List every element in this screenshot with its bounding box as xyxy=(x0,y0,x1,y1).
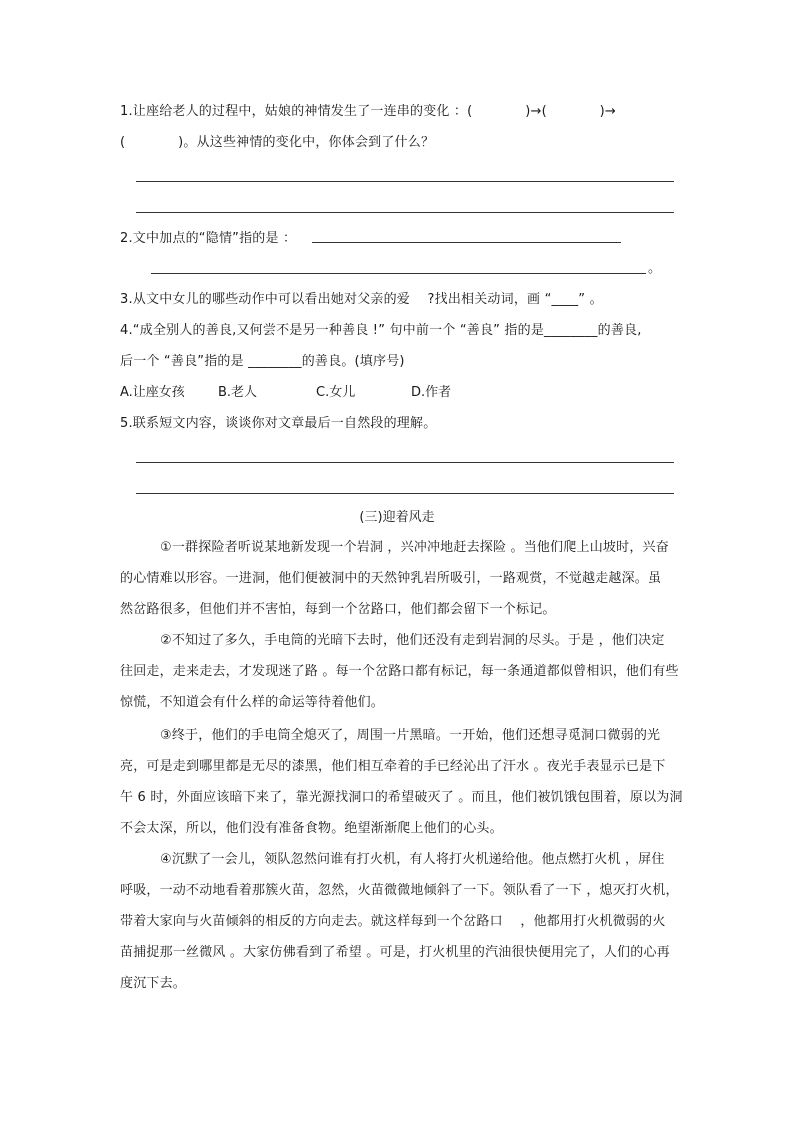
q3-line1: 3.从文中女儿的哪些动作中可以看出她对父亲的爱 ?找出相关动词，画 “____” 。 xyxy=(120,292,603,307)
q1-answer-line-2 xyxy=(136,212,674,213)
q2-answer-line-2 xyxy=(151,273,646,274)
para4-line5: 度沉下去。 xyxy=(120,976,187,991)
para1-line3: 然岔路很多，但他们并不害怕，每到一个岔路口，他们都会留下一个标记。 xyxy=(120,602,556,617)
para4-line3: 带着大家向与火苗倾斜的相反的方向走去。就这样每到一个岔路口 ，他都用打火机微弱的火 xyxy=(120,914,666,929)
para1-line1: ①一群探险者听说某地新发现一个岩洞 ，兴冲冲地赶去探险 。当他们爬上山坡时，兴奋 xyxy=(160,540,669,555)
para4-line1: ④沉默了一会儿，领队忽然问谁有打火机，有人将打火机递给他。他点燃打火机 ，屏住 xyxy=(160,852,665,867)
para3-line4: 不会太深，所以，他们没有准备食物。绝望渐渐爬上他们的心头。 xyxy=(120,821,503,836)
q5-line1: 5.联系短文内容，谈谈你对文章最后一自然段的理解。 xyxy=(120,416,437,431)
q4-option-b: B.老人 xyxy=(218,385,258,400)
para4-line4: 苗捕捉那一丝微风 。大家仿佛看到了希望 。可是，打火机里的汽油很快便用完了，人们的心再 xyxy=(120,945,670,960)
q2-answer-line-1 xyxy=(312,242,621,243)
para2-line2: 往回走，走来走去，才发现迷了路 。每一个岔路口都有标记，每一条通道都似曾相识，他们有些 xyxy=(120,664,679,679)
q4-line2: 后一个 “善良”指的是 ________的善良。(填序号) xyxy=(120,354,405,369)
para2-line3: 惊慌，不知道会有什么样的命运等待着他们。 xyxy=(120,695,385,710)
q2-line1: 2.文中加点的“隐情”指的是 ： xyxy=(120,231,297,246)
para1-line2: 的心情难以形容。一进洞，他们便被洞中的天然钟乳岩所吸引，一路观赏，不觉越走越深。虽 xyxy=(120,571,662,586)
q1-line1: 1.让座给老人的过程中，姑娘的神情发生了一连串的变化 ：( )→( )→ xyxy=(120,104,617,119)
q1-answer-line-1 xyxy=(136,181,674,182)
para2-line1: ②不知过了多久，手电筒的光暗下去时，他们还没有走到岩洞的尽头。于是 ，他们决定 xyxy=(160,633,665,648)
q1-line2: ( )。从这些神情的变化中，你体会到了什么？ xyxy=(120,135,435,150)
para3-line3: 午 6 时，外面应该暗下来了，靠光源找洞口的希望破灭了 。而且，他们被饥饿包围着，原以为洞 xyxy=(120,790,683,805)
para4-line2: 呼吸，一动不动地看着那簇火苗，忽然，火苗微微地倾斜了一下。领队看了一下 ，熄灭打火机， xyxy=(120,883,679,898)
q4-line1: 4.“成全别人的善良,又何尝不是另一种善良 !” 句中前一个 “善良” 指的是________的善良, xyxy=(120,323,642,338)
q5-answer-line-1 xyxy=(136,462,674,463)
q4-option-a: A.让座女孩 xyxy=(120,385,185,400)
section-title: (三)迎着风走 xyxy=(359,510,435,525)
q4-option-c: C.女儿 xyxy=(316,385,356,400)
para3-line1: ③终于，他们的手电筒全熄灭了，周围一片黑暗。一开始，他们还想寻觅洞口微弱的光 xyxy=(160,728,661,743)
q2-end-mark: 。 xyxy=(648,261,662,276)
q5-answer-line-2 xyxy=(136,493,674,494)
para3-line2: 亮，可是走到哪里都是无尽的漆黑，他们相互牵着的手已经沁出了汗水 。夜光手表显示已是下 xyxy=(120,759,666,774)
q4-option-d: D.作者 xyxy=(411,385,452,400)
